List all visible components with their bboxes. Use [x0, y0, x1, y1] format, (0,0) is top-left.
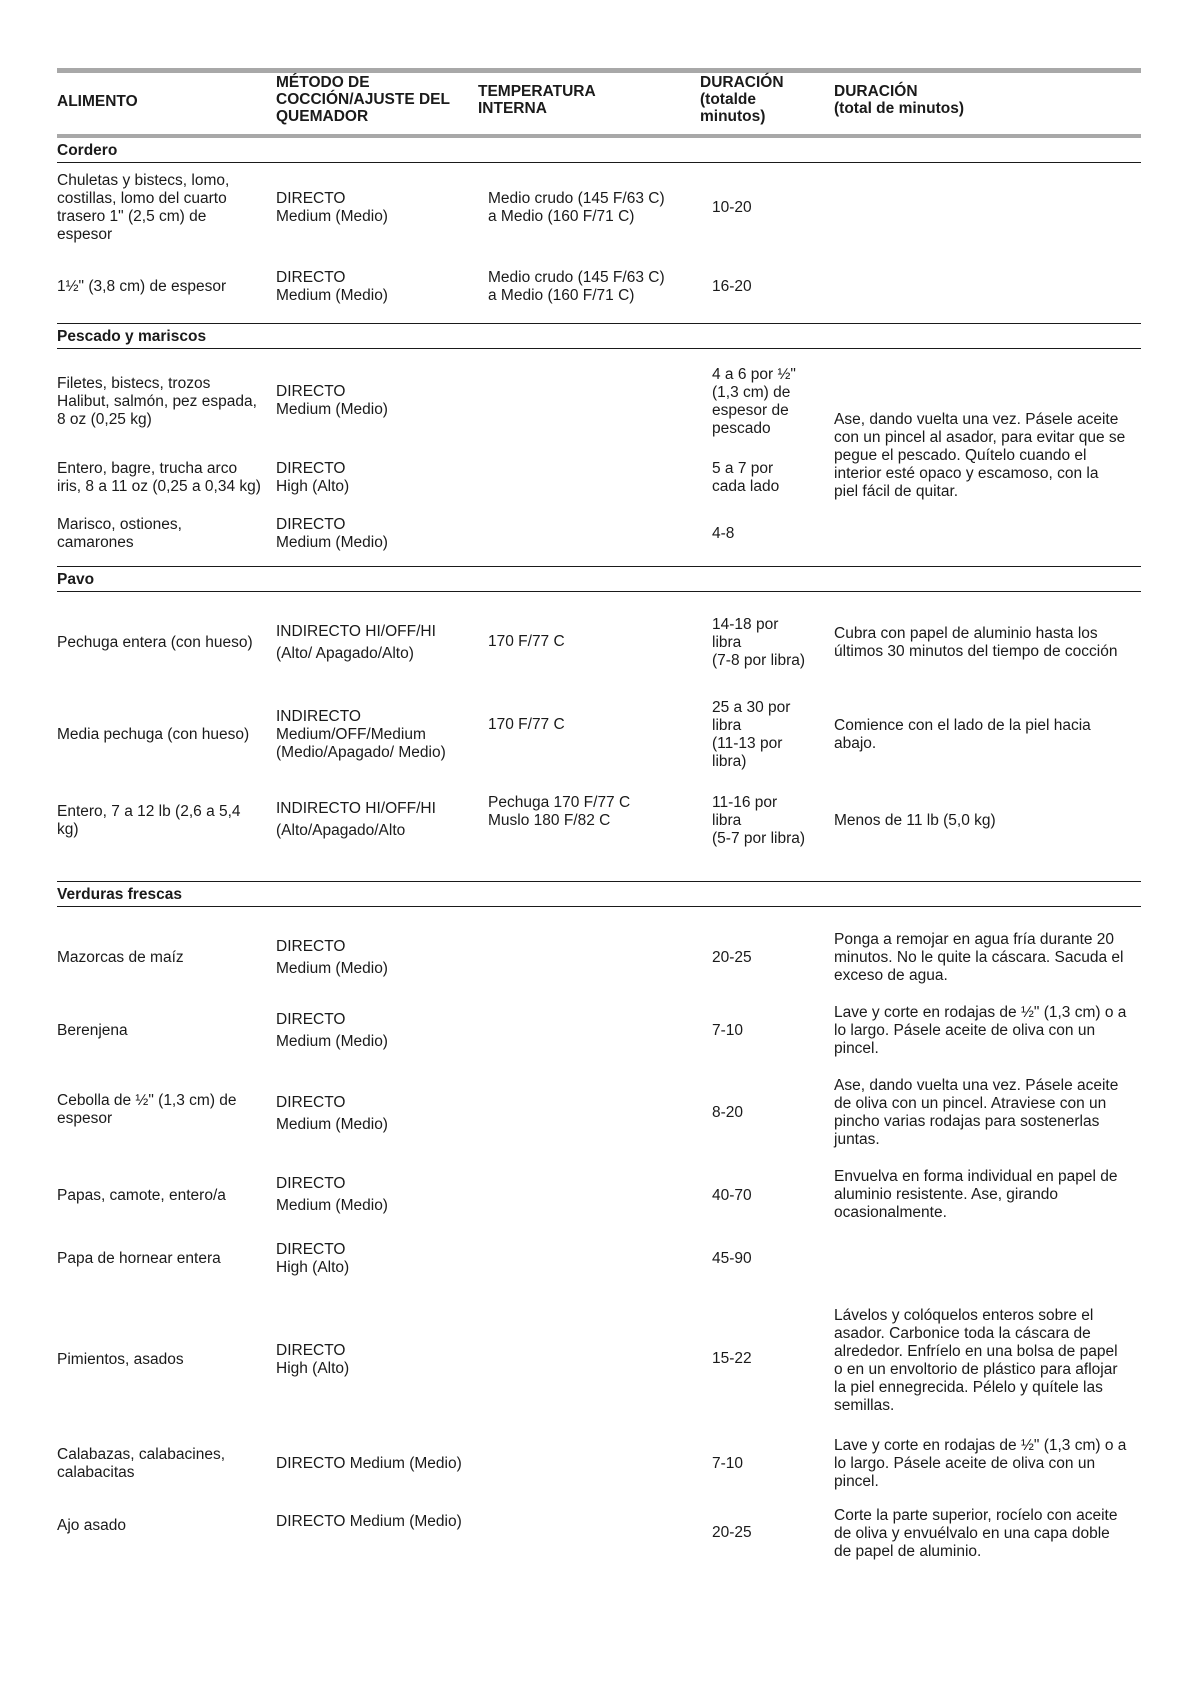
- food-cell: Papa de hornear entera: [57, 1250, 221, 1267]
- duration-cell: 15-22: [712, 1350, 752, 1367]
- temp-cell: Medio crudo (145 F/63 C) a Medio (160 F/71 C): [488, 269, 665, 304]
- notes-cell: Ponga a remojar en agua fría durante 20 minutos. No le quite la cáscara. Sacuda el exceso de agua.: [834, 931, 1124, 984]
- section-title: Pavo: [57, 571, 95, 588]
- duration-cell: 8-20: [712, 1104, 744, 1121]
- section-lamb-body: [57, 163, 1141, 323]
- method-cell: DIRECTO High (Alto): [276, 1342, 350, 1377]
- method-cell: INDIRECTO Medium/OFF/Medium (Medio/Apagado/ Medio): [276, 708, 446, 761]
- duration-cell: 11-16 por libra (5-7 por libra): [712, 794, 806, 847]
- temp-cell: 170 F/77 C: [488, 716, 565, 733]
- food-cell: Ajo asado: [57, 1517, 126, 1534]
- notes-cell: Ase, dando vuelta una vez. Pásele aceite de oliva con un pincel. Atraviese con un pincho varias rodajas para sostenerlas juntas.: [834, 1077, 1119, 1148]
- notes-cell: Corte la parte superior, rocíelo con aceite de oliva y envuélvalo en una capa doble de papel de aluminio.: [834, 1507, 1118, 1560]
- duration-cell: 10-20: [712, 199, 752, 216]
- food-cell: Entero, 7 a 12 lb (2,6 a 5,4 kg): [57, 803, 241, 838]
- food-cell: Papas, camote, entero/a: [57, 1187, 226, 1204]
- temp-cell: Medio crudo (145 F/63 C) a Medio (160 F/71 C): [488, 190, 665, 225]
- notes-cell: Lave y corte en rodajas de ½" (1,3 cm) o a lo largo. Pásele aceite de oliva con un pincel.: [834, 1004, 1127, 1057]
- method-cell: DIRECTO Medium (Medio): [276, 516, 388, 551]
- food-cell: Filetes, bistecs, trozos Halibut, salmón, pez espada, 8 oz (0,25 kg): [57, 375, 257, 428]
- header-duration: DURACIÓN (totalde minutos): [700, 74, 784, 125]
- food-cell: Pechuga entera (con hueso): [57, 634, 253, 651]
- temp-cell: 170 F/77 C: [488, 633, 565, 650]
- section-vegetables: [57, 881, 1141, 907]
- duration-cell: 7-10: [712, 1455, 744, 1472]
- duration-cell: 20-25: [712, 1524, 752, 1541]
- duration-cell: 45-90: [712, 1250, 752, 1267]
- food-cell: Mazorcas de maíz: [57, 949, 184, 966]
- method-cell: DIRECTO High (Alto): [276, 1241, 350, 1276]
- notes-cell: Cubra con papel de aluminio hasta los últimos 30 minutos del tiempo de cocción: [834, 625, 1118, 660]
- duration-cell: 16-20: [712, 278, 752, 295]
- method-cell: DIRECTO Medium (Medio): [276, 938, 388, 977]
- grilling-chart-table: [57, 68, 1141, 1567]
- method-cell: DIRECTO Medium (Medio): [276, 1175, 388, 1214]
- method-cell: DIRECTO Medium (Medio): [276, 269, 388, 304]
- duration-cell: 4-8: [712, 525, 735, 542]
- section-vegetables-body: [57, 907, 1141, 1567]
- method-cell: DIRECTO Medium (Medio): [276, 1094, 388, 1133]
- food-cell: Entero, bagre, trucha arco iris, 8 a 11 oz (0,25 a 0,34 kg): [57, 460, 261, 495]
- notes-cell: Lave y corte en rodajas de ½" (1,3 cm) o a lo largo. Pásele aceite de oliva con un pincel.: [834, 1437, 1127, 1490]
- food-cell: Pimientos, asados: [57, 1351, 184, 1368]
- header-notes: DURACIÓN (total de minutos): [834, 83, 965, 117]
- section-title: Cordero: [57, 142, 118, 159]
- header-temp: TEMPERATURA INTERNA: [478, 83, 596, 117]
- method-cell: DIRECTO Medium (Medio): [276, 190, 388, 225]
- method-cell: DIRECTO Medium (Medio): [276, 1513, 462, 1530]
- duration-cell: 4 a 6 por ½" (1,3 cm) de espesor de pescado: [712, 366, 796, 437]
- section-turkey: [57, 566, 1141, 592]
- section-fish: [57, 323, 1141, 349]
- section-title: Verduras frescas: [57, 886, 182, 903]
- food-cell: Berenjena: [57, 1022, 128, 1039]
- method-cell: DIRECTO Medium (Medio): [276, 1455, 462, 1472]
- section-turkey-body: [57, 592, 1141, 881]
- header-method: MÉTODO DE COCCIÓN/AJUSTE DEL QUEMADOR: [276, 74, 450, 125]
- duration-cell: 14-18 por libra (7-8 por libra): [712, 616, 806, 669]
- food-cell: Chuletas y bistecs, lomo, costillas, lomo del cuarto trasero 1" (2,5 cm) de espesor: [57, 172, 230, 243]
- food-cell: Marisco, ostiones, camarones: [57, 516, 182, 551]
- duration-cell: 5 a 7 por cada lado: [712, 460, 780, 495]
- duration-cell: 40-70: [712, 1187, 752, 1204]
- table-header: [57, 73, 1141, 134]
- food-cell: Media pechuga (con hueso): [57, 726, 250, 743]
- duration-cell: 7-10: [712, 1022, 744, 1039]
- notes-cell: Menos de 11 lb (5,0 kg): [834, 812, 996, 829]
- food-cell: Cebolla de ½" (1,3 cm) de espesor: [57, 1092, 237, 1127]
- notes-cell: Ase, dando vuelta una vez. Pásele aceite con un pincel al asador, para evitar que se pegue el pescado. Quítelo cuando el interior esté opaco y escamoso, con la piel fácil de quitar.: [834, 411, 1126, 500]
- section-title: Pescado y mariscos: [57, 328, 207, 345]
- method-cell: INDIRECTO HI/OFF/HI (Alto/ Apagado/Alto): [276, 623, 436, 662]
- header-food: ALIMENTO: [57, 93, 138, 110]
- duration-cell: 20-25: [712, 949, 752, 966]
- notes-cell: Lávelos y colóquelos enteros sobre el asador. Carbonice toda la cáscara de alrededor. Enfríelo en una bolsa de papel o en un envoltorio de plástico para aflojar la piel ennegrecida. Pélelo y quítele las semillas.: [834, 1307, 1118, 1414]
- section-lamb: [57, 138, 1141, 163]
- method-cell: DIRECTO Medium (Medio): [276, 383, 388, 418]
- duration-cell: 25 a 30 por libra (11-13 por libra): [712, 699, 791, 770]
- food-cell: Calabazas, calabacines, calabacitas: [57, 1446, 226, 1481]
- method-cell: INDIRECTO HI/OFF/HI (Alto/Apagado/Alto: [276, 800, 436, 839]
- section-fish-body: [57, 349, 1141, 566]
- method-cell: DIRECTO Medium (Medio): [276, 1011, 388, 1050]
- notes-cell: Comience con el lado de la piel hacia abajo.: [834, 717, 1091, 752]
- food-cell: 1½" (3,8 cm) de espesor: [57, 278, 227, 295]
- notes-cell: Envuelva en forma individual en papel de aluminio resistente. Ase, girando ocasionalmente.: [834, 1168, 1118, 1221]
- method-cell: DIRECTO High (Alto): [276, 460, 350, 495]
- temp-cell: Pechuga 170 F/77 C Muslo 180 F/82 C: [488, 794, 631, 829]
